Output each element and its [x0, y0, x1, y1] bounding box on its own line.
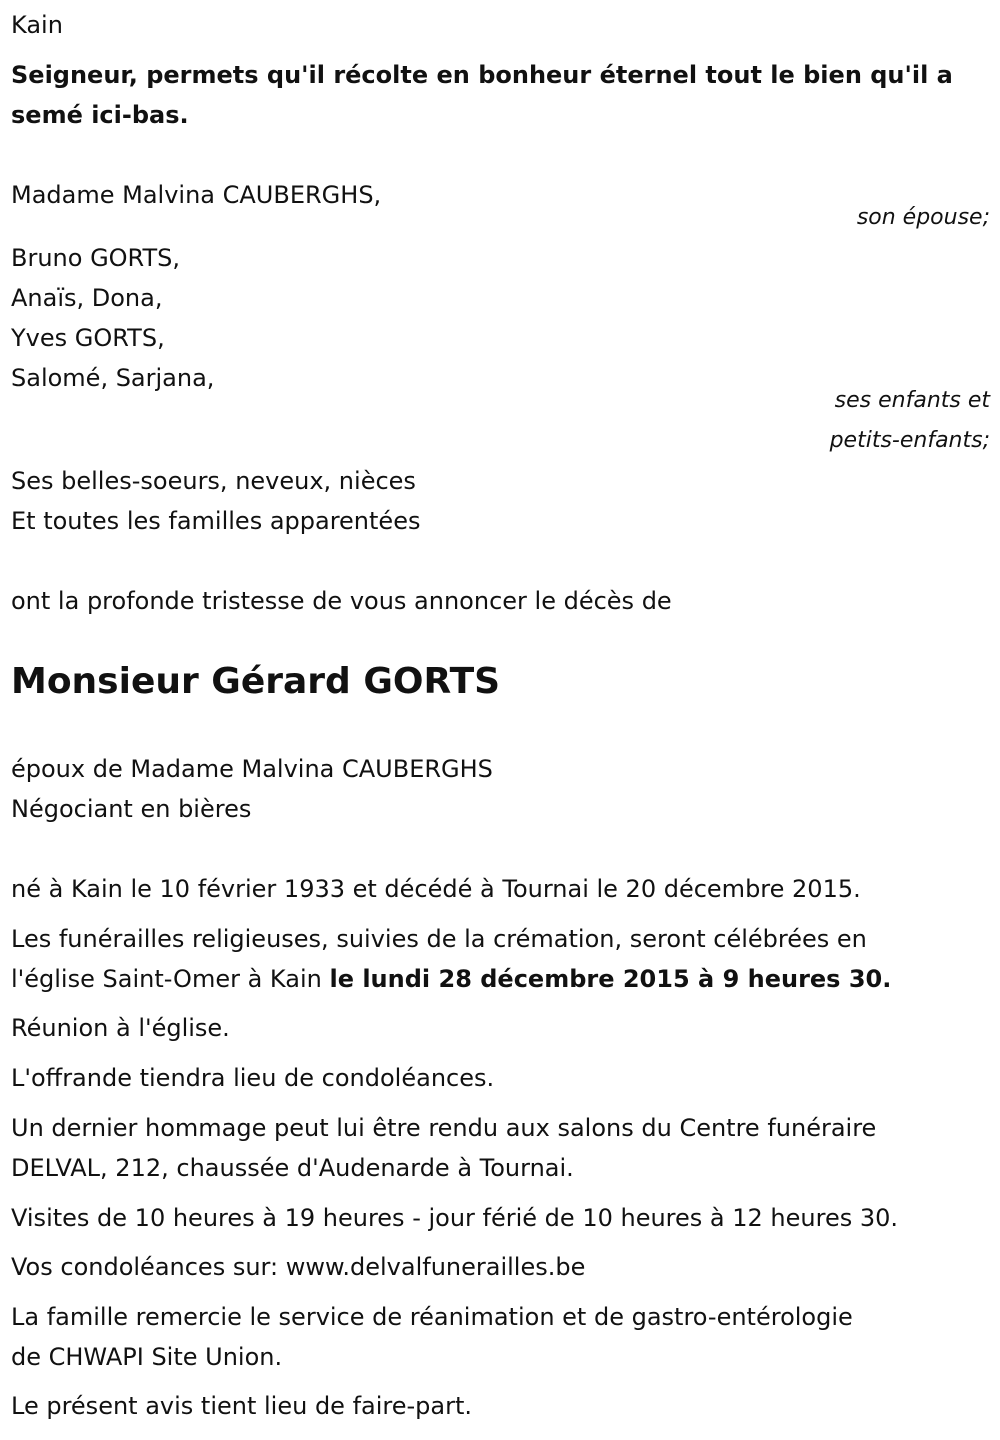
child-name: Yves GORTS, [11, 324, 165, 352]
child-name: Bruno GORTS, [11, 244, 181, 272]
prayer-line-1: Seigneur, permets qu'il récolte en bonheur éternel tout le bien qu'il a [11, 61, 953, 89]
deceased-profession: Négociant en bières [11, 795, 252, 823]
birth-death: né à Kain le 10 février 1933 et décédé à Tournai le 20 décembre 2015. [11, 875, 861, 903]
deceased-name: Monsieur Gérard GORTS [11, 661, 501, 702]
deceased-spouse: époux de Madame Malvina CAUBERGHS [11, 755, 493, 783]
child-name: Anaïs, Dona, [11, 284, 163, 312]
wife-name: Madame Malvina CAUBERGHS, [11, 181, 382, 209]
reunion: Réunion à l'église. [11, 1014, 230, 1042]
visits: Visites de 10 heures à 19 heures - jour férié de 10 heures à 12 heures 30. [11, 1204, 899, 1232]
notice: Le présent avis tient lieu de faire-part. [11, 1392, 473, 1420]
homage-line-1: Un dernier hommage peut lui être rendu aux salons du Centre funéraire [11, 1114, 877, 1142]
children-relation-line-1: ses enfants et [834, 388, 990, 413]
announcement: ont la profonde tristesse de vous annoncer le décès de [11, 587, 672, 615]
funeral-line-2 [11, 959, 990, 999]
relatives-line-1: Ses belles-soeurs, neveux, nièces [11, 467, 416, 495]
thanks-line-2: de CHWAPI Site Union. [11, 1343, 283, 1371]
wife-relation: son épouse; [856, 205, 990, 230]
place: Kain [11, 11, 63, 39]
condolences [11, 1247, 990, 1287]
funeral-location: l'église Saint-Omer à Kain [11, 965, 330, 993]
offering: L'offrande tiendra lieu de condoléances. [11, 1064, 495, 1092]
prayer-line-2: semé ici-bas. [11, 101, 189, 129]
relatives-line-2: Et toutes les familles apparentées [11, 507, 421, 535]
condolences-label: Vos condoléances sur: [11, 1253, 286, 1281]
child-name: Salomé, Sarjana, [11, 364, 215, 392]
children-relation-line-2: petits-enfants; [829, 428, 990, 453]
funeral-line-1: Les funérailles religieuses, suivies de la crémation, seront célébrées en [11, 925, 867, 953]
funeral-date-time: le lundi 28 décembre 2015 à 9 heures 30. [329, 965, 892, 993]
thanks-line-1: La famille remercie le service de réanimation et de gastro-entérologie [11, 1303, 853, 1331]
condolences-link[interactable]: www.delvalfunerailles.be [285, 1253, 586, 1281]
homage-line-2: DELVAL, 212, chaussée d'Audenarde à Tournai. [11, 1154, 574, 1182]
